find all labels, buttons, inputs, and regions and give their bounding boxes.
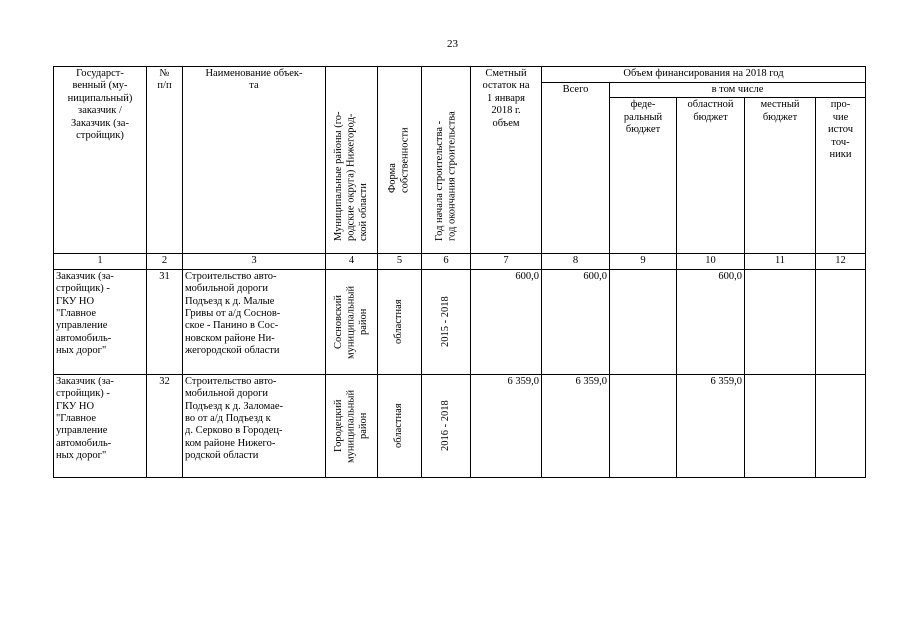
other-cell: [816, 374, 866, 477]
column-number: 4: [326, 254, 378, 269]
column-number: 3: [183, 254, 326, 269]
header-customer: Государст- венный (му- ниципальный) заказчик / Заказчик (за- стройщик): [54, 67, 147, 254]
column-number: 7: [471, 254, 542, 269]
other-cell: [816, 269, 866, 374]
header-object-name: Наименование объек- та: [183, 67, 326, 254]
header-federal: феде- ральный бюджет: [610, 98, 677, 254]
district-cell: [326, 269, 378, 374]
column-numbers-row: [54, 254, 866, 269]
local-cell: [745, 269, 816, 374]
balance-cell: 6 359,0: [471, 374, 542, 477]
object-name-cell: Строительство авто- мобильной дороги Подъезд к д. Заломае- во от а/д Подъезд к д. Серково в Городец- ком районе Нижего- родской области: [183, 374, 326, 477]
total-cell: 6 359,0: [542, 374, 610, 477]
column-number: 11: [745, 254, 816, 269]
total-cell: 600,0: [542, 269, 610, 374]
header-other: про- чие источ точ- ники: [816, 98, 866, 254]
column-number: 10: [677, 254, 745, 269]
ownership-cell: [378, 269, 422, 374]
regional-cell: 600,0: [677, 269, 745, 374]
financing-table: [53, 66, 866, 478]
years-cell: [422, 269, 471, 374]
column-number: 1: [54, 254, 147, 269]
column-number: 2: [147, 254, 183, 269]
header-years: Год начала строительства - год окончания строительства: [433, 111, 457, 241]
header-ownership-cell: [378, 67, 422, 254]
column-number: 6: [422, 254, 471, 269]
federal-cell: [610, 374, 677, 477]
header-balance: Сметный остаток на 1 января 2018 г. объем: [471, 67, 542, 254]
header-number: № п/п: [147, 67, 183, 254]
customer-cell: Заказчик (за- стройщик) - ГКУ НО "Главное управление автомобиль- ных дорог": [54, 374, 147, 477]
column-number: 9: [610, 254, 677, 269]
ownership-text: областная: [393, 403, 405, 449]
district-text: Городецкий муниципальный район: [332, 389, 369, 463]
years-text: 2016 - 2018: [439, 400, 451, 452]
header-including: в том числе: [610, 83, 866, 98]
header-districts: Муниципальные районы (го- родские округа) Нижегород- ской области: [332, 111, 369, 241]
header-regional: областной бюджет: [677, 98, 745, 254]
balance-cell: 600,0: [471, 269, 542, 374]
customer-cell: Заказчик (за- стройщик) - ГКУ НО "Главное управление автомобиль- ных дорог": [54, 269, 147, 374]
header-financing: Объем финансирования на 2018 год: [542, 67, 866, 83]
page-number: 23: [447, 38, 458, 50]
federal-cell: [610, 269, 677, 374]
row-number: 32: [147, 374, 183, 477]
district-text: Сосновский муниципальный район: [332, 285, 369, 359]
years-text: 2015 - 2018: [439, 296, 451, 348]
header-ownership: Форма собственности: [387, 127, 411, 193]
row-number: 31: [147, 269, 183, 374]
header-districts-cell: [326, 67, 378, 254]
ownership-text: областная: [393, 299, 405, 345]
district-cell: [326, 374, 378, 477]
ownership-cell: [378, 374, 422, 477]
regional-cell: 6 359,0: [677, 374, 745, 477]
header-local: местный бюджет: [745, 98, 816, 254]
column-number: 8: [542, 254, 610, 269]
column-number: 5: [378, 254, 422, 269]
header-row-1: [54, 67, 866, 83]
header-total: Всего: [542, 83, 610, 254]
object-name-cell: Строительство авто- мобильной дороги Подъезд к д. Малые Гривы от а/д Соснов- ское - Панино в Сос- новском районе Ни- жегородской области: [183, 269, 326, 374]
table-row: [54, 269, 866, 374]
years-cell: [422, 374, 471, 477]
local-cell: [745, 374, 816, 477]
column-number: 12: [816, 254, 866, 269]
table-row: [54, 374, 866, 477]
header-years-cell: [422, 67, 471, 254]
